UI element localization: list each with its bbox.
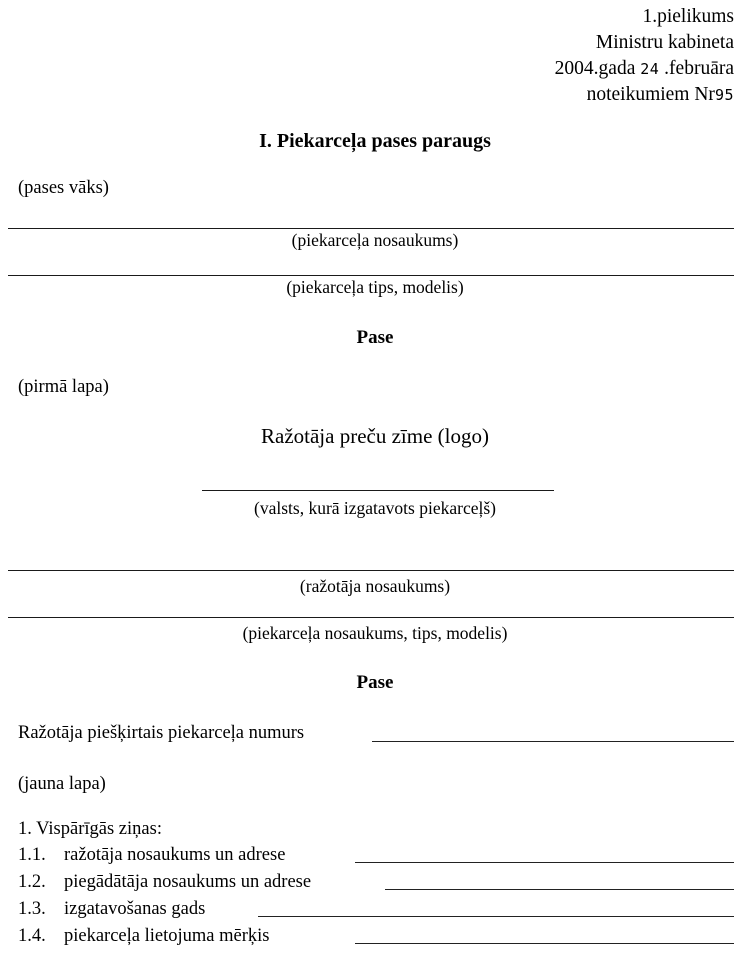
caption-trailer-name: (piekarceļa nosaukums) (291, 230, 459, 250)
new-page-note: (jauna lapa) (18, 774, 106, 794)
header-line-annex: 1.pielikums (642, 6, 734, 27)
list-item-label: piekarceļa lietojuma mērķis (64, 926, 270, 946)
list-item-number: 1.1. (18, 845, 46, 865)
fill-line-trailer-type (8, 275, 734, 276)
header-date-prefix: 2004.gada (554, 58, 636, 79)
passport-heading-second: Pase (356, 672, 394, 693)
fill-line-item-1-4 (355, 943, 734, 944)
header-date-day: 24 (640, 60, 660, 78)
page-title: I. Piekarceļa pases paraugs (259, 130, 491, 152)
fill-line-country (202, 490, 554, 491)
list-item-label: ražotāja nosaukums un adrese (64, 845, 286, 865)
fill-line-trailer-full (8, 617, 734, 618)
caption-country: (valsts, kurā izgatavots piekarceļš) (254, 498, 496, 518)
header-line-date (555, 56, 734, 82)
list-item-label: piegādātāja nosaukums un adrese (64, 872, 312, 892)
header-regulation-number: 95 (714, 86, 734, 104)
list-item-label: izgatavošanas gads (64, 899, 206, 919)
serial-number-label: Ražotāja piešķirtais piekarceļa numurs (18, 723, 305, 743)
list-item-number: 1.4. (18, 926, 46, 946)
fill-line-item-1-3 (258, 916, 734, 917)
document-header (555, 4, 734, 108)
first-page-note: (pirmā lapa) (18, 377, 109, 397)
fill-line-item-1-2 (385, 889, 734, 890)
header-line-authority: Ministru kabineta (595, 32, 734, 53)
header-date-suffix: .februāra (664, 58, 734, 79)
list-item-number: 1.2. (18, 872, 46, 892)
fill-line-item-1-1 (355, 862, 734, 863)
fill-line-manufacturer (8, 570, 734, 571)
list-item-number: 1.3. (18, 899, 46, 919)
caption-trailer-full: (piekarceļa nosaukums, tips, modelis) (242, 623, 508, 643)
fill-line-serial-number (372, 741, 734, 742)
passport-heading-first: Pase (356, 327, 394, 348)
logo-placeholder-text: Ražotāja preču zīme (logo) (261, 424, 489, 448)
header-regulation-prefix: noteikumiem Nr (586, 84, 715, 105)
header-line-regulation (555, 82, 734, 108)
fill-line-trailer-name (8, 228, 734, 229)
caption-trailer-type: (piekarceļa tips, modelis) (286, 277, 464, 297)
cover-note: (pases vāks) (18, 178, 109, 198)
caption-manufacturer: (ražotāja nosaukums) (299, 576, 451, 596)
list-heading: 1. Vispārīgās ziņas: (18, 819, 162, 839)
